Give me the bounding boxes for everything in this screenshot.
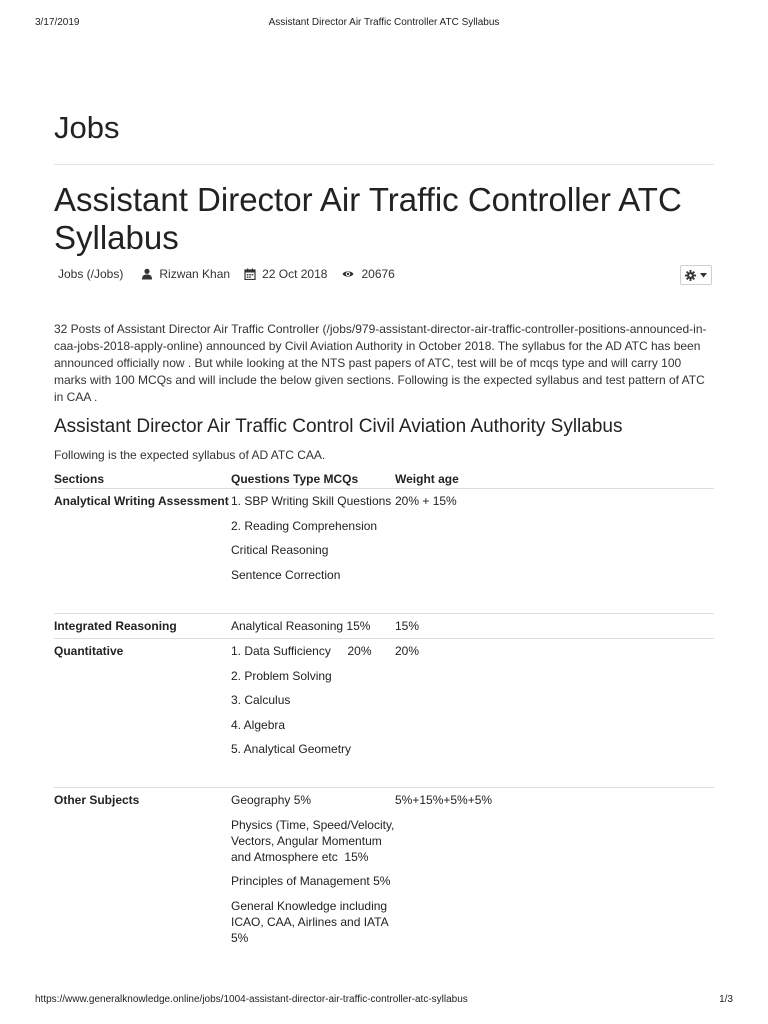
question-item: Geography 5% [231,793,312,807]
row-weight: 15% [395,614,714,639]
publish-date [244,267,327,281]
row-questions [231,614,395,639]
row-weight: 20% + 15% [395,494,457,508]
author [141,267,230,281]
gear-icon [685,270,696,281]
author-name: Rizwan Khan [159,267,231,281]
divider [54,164,714,165]
table-header-row [54,470,714,489]
question-item: 3. Calculus [231,693,291,707]
category-label: Jobs (/Jobs) [58,267,124,281]
question-item: Sentence Correction [231,567,341,582]
row-section: Quantitative [54,639,231,788]
print-footer [35,994,733,1008]
header-sections: Sections [54,470,231,489]
article-options-button[interactable] [680,265,712,285]
eye-icon [341,268,355,280]
print-title: Assistant Director Air Traffic Controller ATC Syllabus [268,17,500,28]
print-header [35,17,733,31]
print-date: 3/17/2019 [35,17,80,28]
row-questions [231,639,395,788]
section-title: Jobs [54,110,120,145]
question-item: 1. SBP Writing Skill Questions [231,494,392,508]
question-item: General Knowledge including ICAO, CAA, Airlines and IATA 5% [231,898,388,945]
table-row [54,489,714,614]
row-section: Other Subjects [54,788,231,946]
date-text: 22 Oct 2018 [262,267,328,281]
article-meta [58,266,409,282]
header-questions: Questions Type MCQs [231,470,395,489]
question-item: Physics (Time, Speed/Velocity, Vectors, Angular Momentum and Atmosphere etc 15% [231,817,398,864]
page-number: 1/3 [719,994,733,1005]
syllabus-heading: Assistant Director Air Traffic Control Civil Aviation Authority Syllabus [54,416,623,437]
question-item: 1. Data Sufficiency 20% [231,644,372,658]
category-link[interactable] [58,267,123,281]
question-item: 4. Algebra [231,717,286,732]
question-item: Critical Reasoning [231,543,329,557]
calendar-icon [244,268,256,280]
question-item: Analytical Reasoning 15% [231,619,371,633]
view-count [341,267,394,281]
views-text: 20676 [361,267,395,281]
table-row [54,639,714,788]
page-url: https://www.generalknowledge.online/jobs/1004-assistant-director-air-traffic-controller-atc-syllabus [35,994,468,1005]
header-weight: Weight age [395,470,714,489]
question-item: Principles of Management 5% [231,874,391,888]
row-weight: 20% [395,639,714,788]
caret-down-icon [700,273,707,278]
question-item: 2. Reading Comprehension [231,518,378,533]
row-section: Integrated Reasoning [54,614,231,639]
article-intro: 32 Posts of Assistant Director Air Traffic Controller (/jobs/979-assistant-director-air-traffic-controller-positions-announced-in-caa-jobs-2018-apply-online) announced by Civil Aviation Authority in October 2018. The syllabus for the AD ATC has been announced officially now . But while looking at the NTS past papers of ATC, test will be of mcqs type and will carry 100 marks with 100 MCQs and will include the below given sections. Following is the expected syllabus and test pattern of ATC in CAA . [54,322,707,404]
table-row [54,614,714,639]
row-weight: 5%+15%+5%+5% [395,788,714,946]
row-questions [231,788,398,946]
syllabus-table [54,470,714,946]
question-item: 2. Problem Solving [231,668,332,683]
article-title: Assistant Director Air Traffic Controller ATC Syllabus [54,181,682,256]
syllabus-intro: Following is the expected syllabus of AD ATC CAA. [54,448,326,462]
row-section: Analytical Writing Assessment [54,494,229,508]
question-item: 5. Analytical Geometry [231,742,352,756]
table-row [54,788,714,946]
row-questions [231,489,395,614]
user-icon [141,268,153,280]
